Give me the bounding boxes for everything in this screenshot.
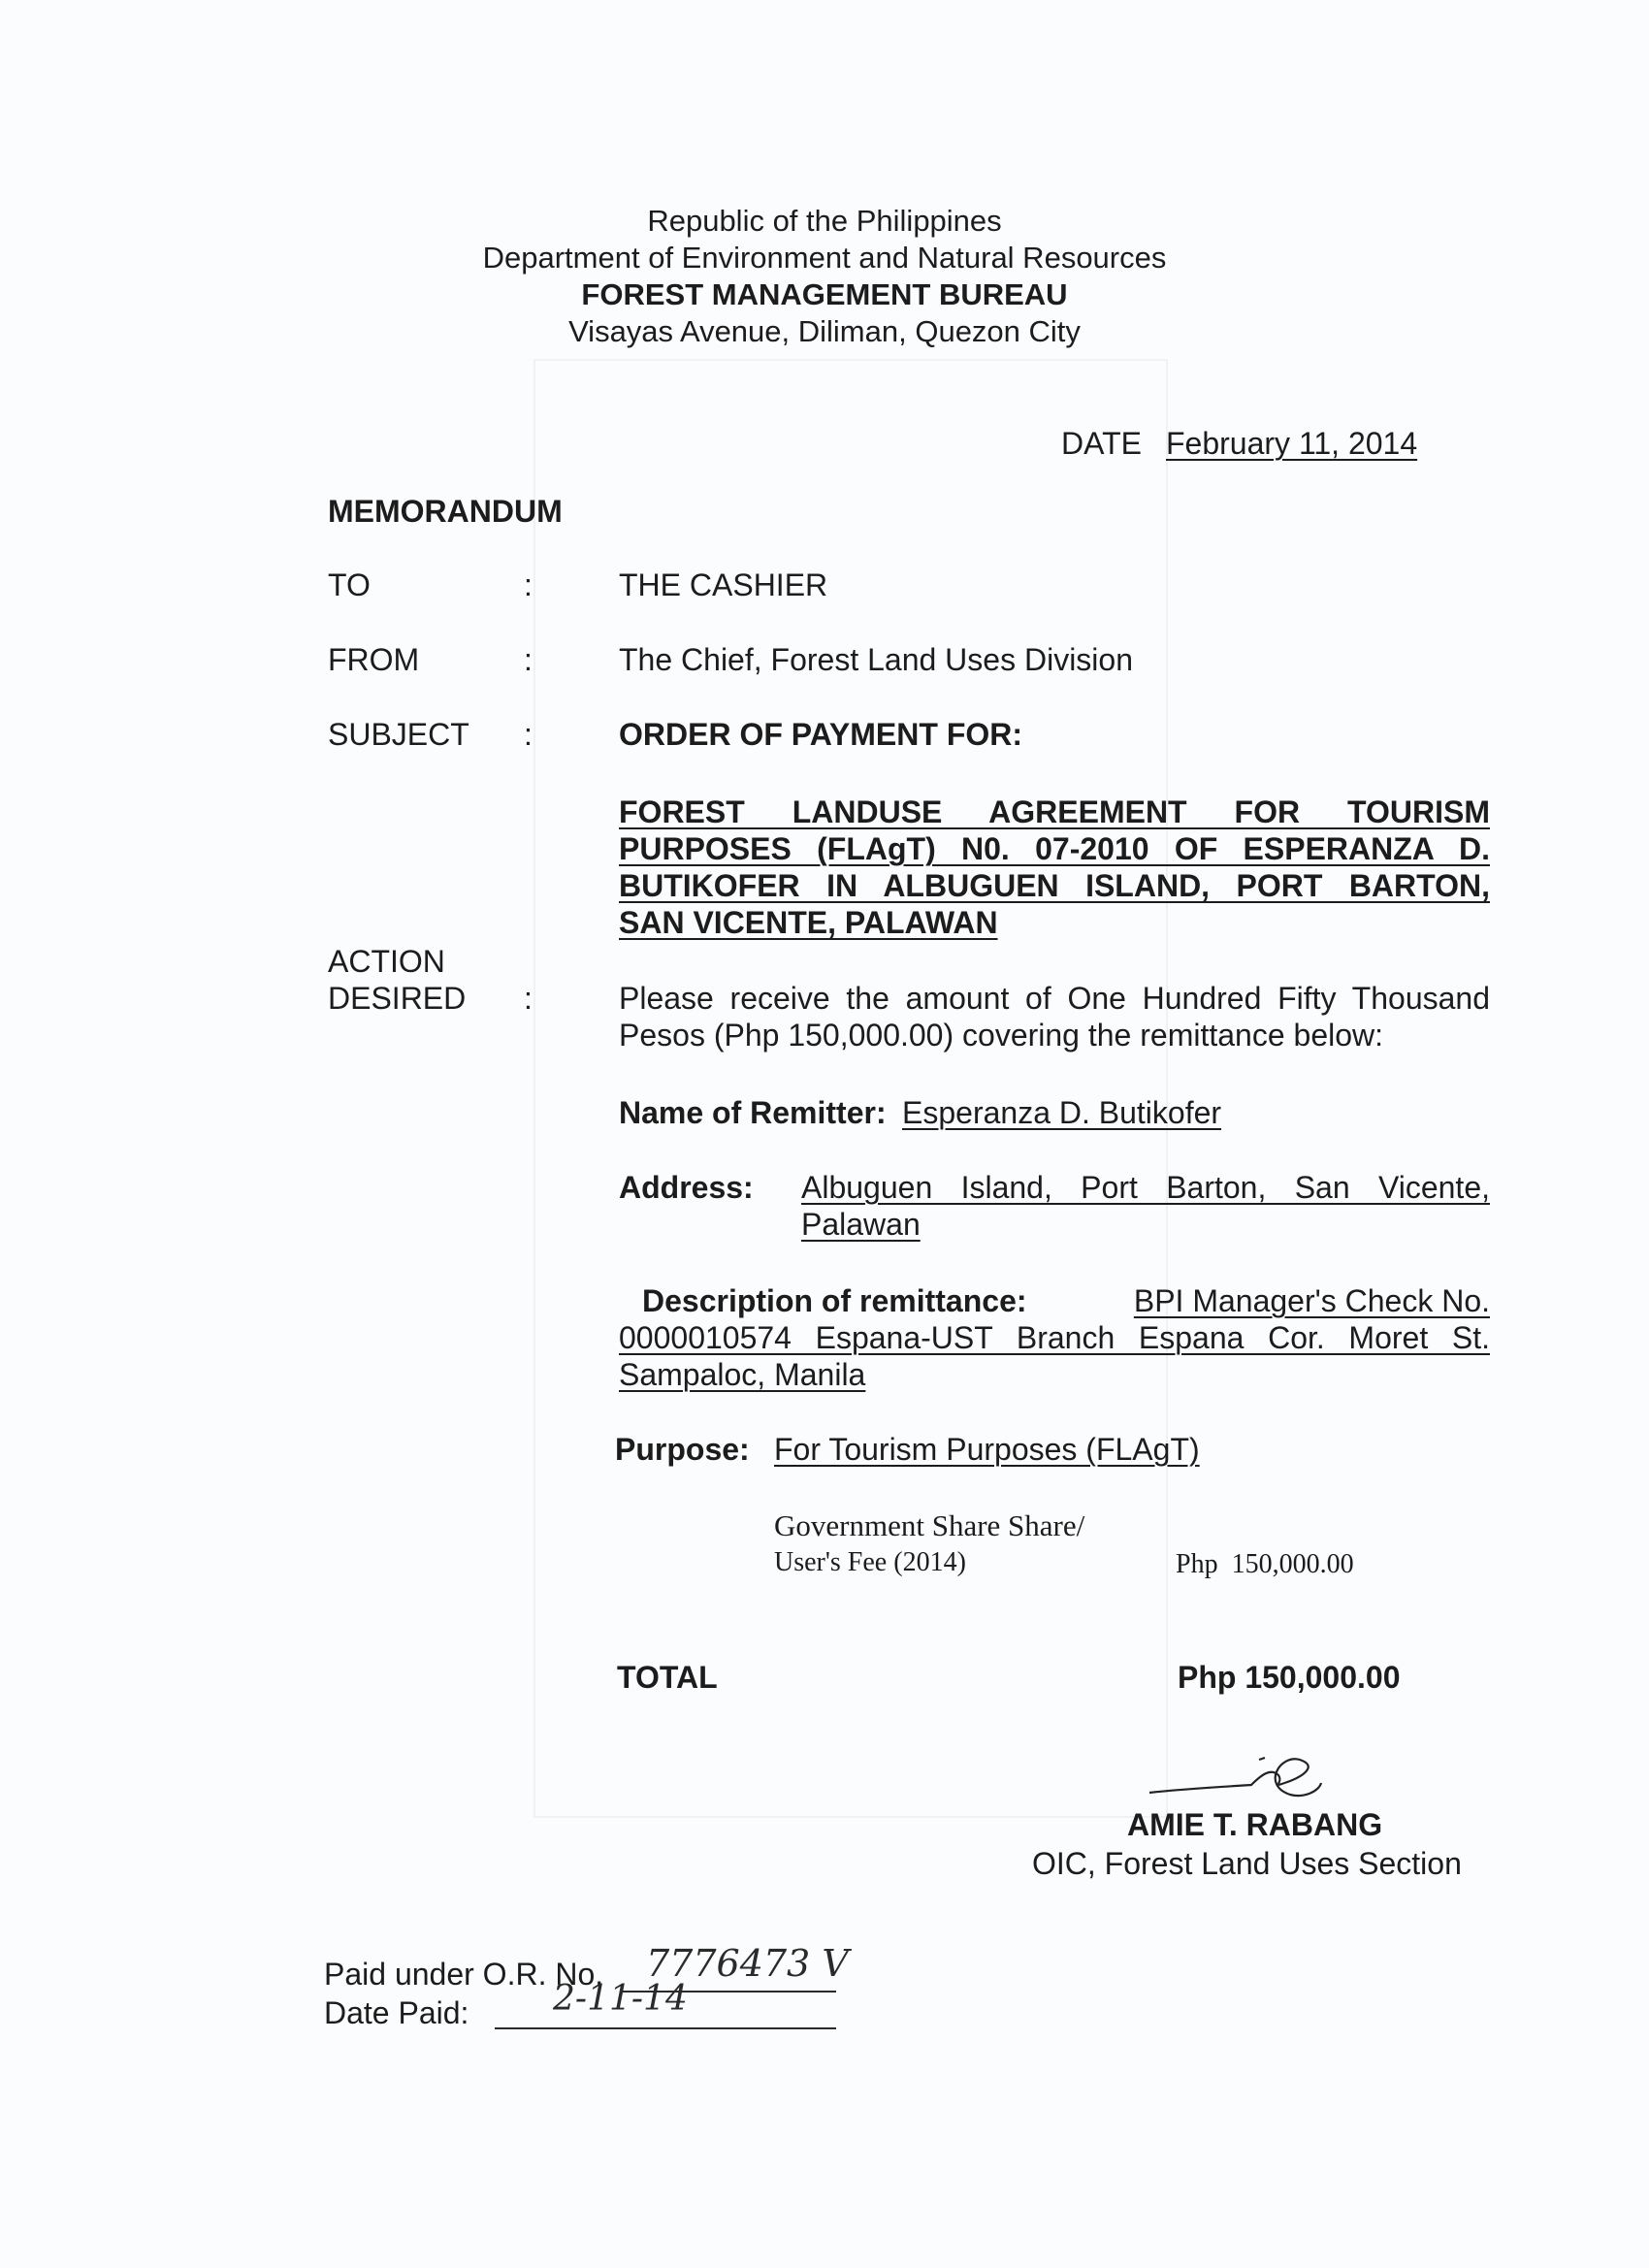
memorandum-title: MEMORANDUM [328,494,563,529]
date-paid-line [495,2027,836,2029]
remitter-value: Esperanza D. Butikofer [902,1095,1222,1130]
from-label: FROM [328,642,420,677]
or-number-handwritten: 7776473 V [646,1942,849,1985]
subject-label: SUBJECT [328,717,469,752]
header-address: Visayas Avenue, Diliman, Quezon City [568,314,1081,348]
purpose-value: For Tourism Purposes (FLAgT) [774,1432,1200,1467]
subject-detail-line: BUTIKOFER IN ALBUGUEN ISLAND, PORT BARTON, [619,868,1490,903]
purpose-label: Purpose: [615,1432,750,1467]
from-colon: : [524,642,533,677]
action-label-line2: DESIRED [328,981,467,1016]
description-label [642,1282,1027,1319]
header-republic: Republic of the Philippines [647,204,1002,238]
to-value: THE CASHIER [619,567,828,602]
description-label-text: Description of remittance [642,1283,1017,1318]
fee-description-line2: User's Fee (2014) [774,1547,966,1577]
description-colon: : [1016,1283,1027,1318]
date-value: February 11, 2014 [1166,426,1418,461]
description-line: BPI Manager's Check No. [1133,1283,1490,1318]
to-label: TO [328,567,371,602]
header-department: Department of Environment and Natural Resources [482,241,1167,275]
action-text-line: Please receive the amount of One Hundred Fifty Thousand [619,981,1490,1016]
total-label: TOTAL [617,1660,718,1695]
to-colon: : [524,567,533,602]
date-label: DATE [1061,426,1142,461]
description-line: 0000010574 Espana-UST Branch Espana Cor. Moret St. [619,1320,1490,1355]
signature-mark [1145,1746,1329,1814]
action-label-line1: ACTION [328,944,445,979]
remitter-colon: : [875,1095,887,1130]
address-line: Palawan [801,1207,921,1242]
signatory-name: AMIE T. RABANG [1127,1807,1383,1842]
action-colon: : [524,981,533,1016]
description-line: Sampaloc, Manila [619,1357,866,1392]
fee-description-line1: Government Share Share/ [774,1508,1085,1542]
subject-detail-line: FOREST LANDUSE AGREEMENT FOR TOURISM [619,794,1490,829]
address-line: Albuguen Island, Port Barton, San Vicente, [801,1170,1490,1205]
remitter-label-text: Name of Remitter [619,1095,876,1130]
remitter-label [619,1094,887,1131]
subject-colon: : [524,717,533,752]
fee-amount: Php 150,000.00 [1176,1549,1354,1579]
or-number-label: Paid under O.R. No. [324,1957,604,1992]
subject-detail-line: SAN VICENTE, PALAWAN [619,905,998,940]
address-label: Address: [619,1170,754,1205]
date-paid-label: Date Paid: [324,1995,469,2030]
action-text-line: Pesos (Php 150,000.00) covering the remittance below: [619,1018,1384,1053]
header-bureau: FOREST MANAGEMENT BUREAU [581,277,1068,311]
subject-detail-line: PURPOSES (FLAgT) N0. 07-2010 OF ESPERANZA D. [619,831,1490,866]
total-amount: Php 150,000.00 [1178,1660,1401,1695]
subject-value: ORDER OF PAYMENT FOR: [619,717,1023,752]
signatory-title: OIC, Forest Land Uses Section [1032,1846,1462,1881]
date-paid-handwritten: 2-11-14 [553,1979,688,2019]
from-value: The Chief, Forest Land Uses Division [619,642,1133,677]
